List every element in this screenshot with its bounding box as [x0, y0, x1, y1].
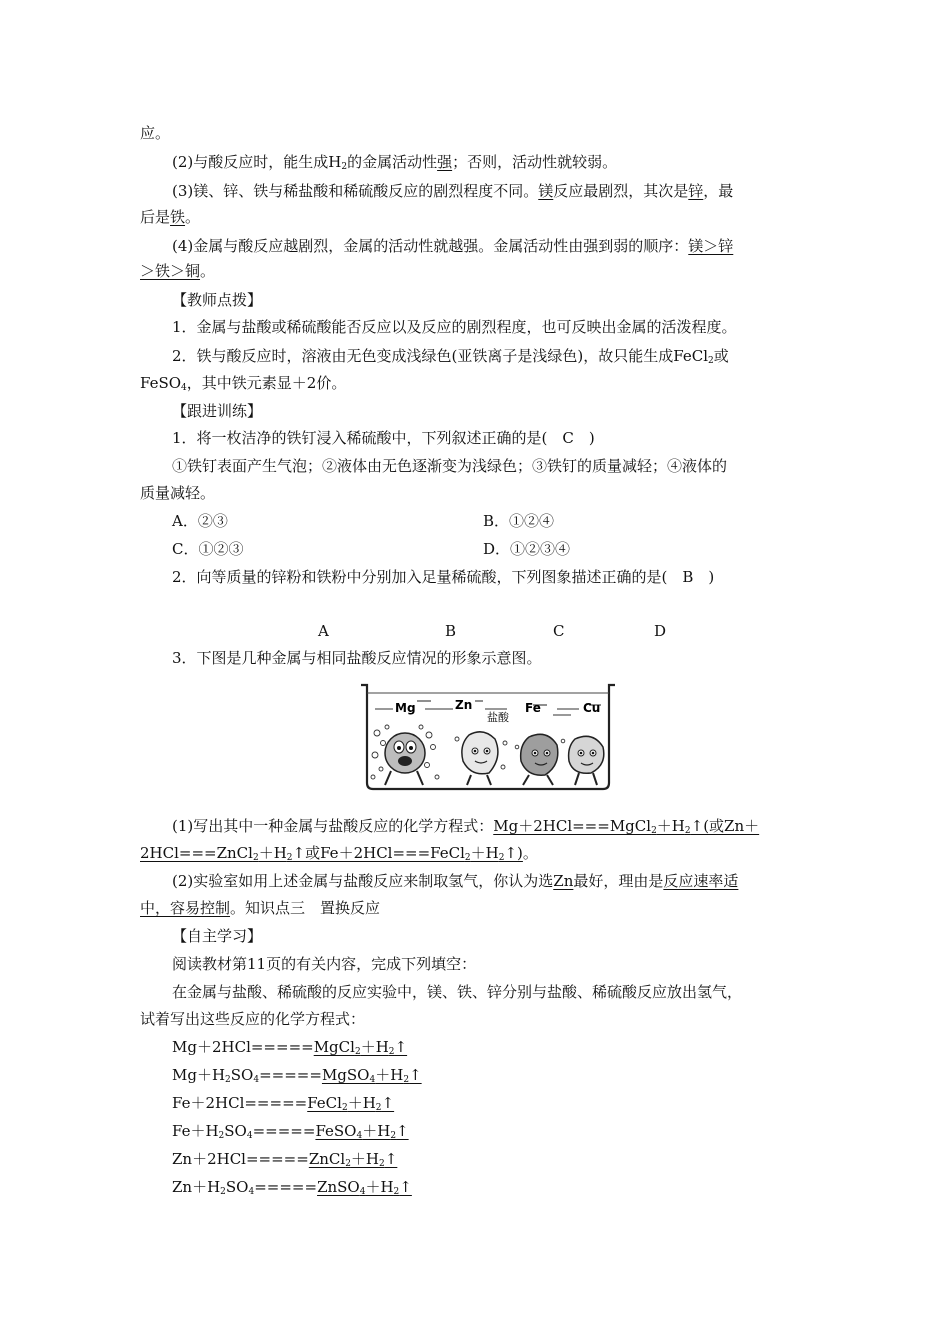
- text-line: (4)金属与酸反应越剧烈，金属的活动性就越强。金属活动性由强到弱的顺序：镁＞锌: [172, 237, 734, 255]
- text-line: 质量减轻。: [140, 484, 216, 502]
- text-line: FeSO$_4$，其中铁元素显＋2价。: [140, 374, 347, 393]
- answer-blank: 铁: [170, 208, 186, 226]
- text-line: (1)写出其中一种金属与盐酸反应的化学方程式：$Mg+2HCl===MgCl_2+H_2↑$(或Zn＋: [172, 817, 760, 836]
- answer-blank: $Mg+2HCl===MgCl_2+H_2↑$(或Zn＋: [493, 817, 760, 836]
- cu-character: [569, 736, 604, 785]
- answer-blank: 反应速率适: [663, 872, 739, 890]
- answer-blank: 镁: [538, 182, 554, 200]
- answer-blank: $2HCl===ZnCl_2+H_2↑$或$Fe+2HCl===FeCl_2+H_2↑$): [140, 844, 523, 863]
- graph-label-c: C: [553, 622, 565, 640]
- fe-character: [515, 734, 565, 785]
- graph-label-b: B: [445, 622, 457, 640]
- text-line: (3)镁、锌、铁与稀盐酸和稀硫酸反应的剧烈程度不同。镁反应最剧烈，其次是锌，最: [172, 182, 734, 200]
- answer-blank: 强: [437, 153, 453, 171]
- text-line: 1．金属与盐酸或稀硫酸能否反应以及反应的剧烈程度，也可反映出金属的活泼程度。: [172, 318, 737, 336]
- question-2: 2．向等质量的锌粉和铁粉中分别加入足量稀硫酸，下列图象描述正确的是( B ): [172, 568, 715, 586]
- mg-character: [371, 725, 439, 785]
- question-3: 3．下图是几种金属与相同盐酸反应情况的形象示意图。: [172, 649, 542, 667]
- equation-row: $Zn+H_2SO_4=====ZnSO_4+H_2↑$: [172, 1178, 412, 1197]
- option-c: C．①②③: [172, 540, 244, 558]
- equation-row: $Zn+2HCl=====ZnCl_2+H_2↑$: [172, 1150, 398, 1169]
- label-zn: Zn: [455, 698, 473, 712]
- question-1: 1．将一枚洁净的铁钉浸入稀硫酸中，下列叙述正确的是( C ): [172, 429, 595, 447]
- answer-blank: 镁＞锌: [688, 237, 734, 255]
- text-line: (2)实验室如用上述金属与盐酸反应来制取氢气，你认为选Zn最好，理由是反应速率适: [172, 872, 739, 890]
- text-line: 阅读教材第11页的有关内容，完成下列填空：: [172, 955, 477, 973]
- equation-row: $Fe+2HCl=====FeCl_2+H_2↑$: [172, 1094, 395, 1113]
- beaker-illustration: [357, 681, 619, 791]
- text-line: ＞铁＞铜。: [140, 262, 216, 280]
- graph-label-d: D: [654, 622, 667, 640]
- label-cu: Cu: [583, 701, 601, 715]
- label-mg: Mg: [395, 701, 416, 715]
- section-heading: 【跟进训练】: [172, 402, 263, 420]
- graph-label-a: A: [318, 622, 329, 640]
- label-hcl: 盐酸: [487, 711, 509, 724]
- section-heading: 【自主学习】: [172, 927, 263, 945]
- text-line: 后是铁。: [140, 208, 201, 226]
- answer-blank: 中，容易控制: [140, 899, 231, 917]
- label-fe: Fe: [525, 701, 541, 715]
- text-line: (2)与酸反应时，能生成$H_2$的金属活动性强；否则，活动性就较弱。: [172, 153, 618, 172]
- text-line: 2．铁与酸反应时，溶液由无色变成浅绿色(亚铁离子是浅绿色)，故只能生成FeCl$_2$或: [172, 347, 729, 366]
- text-line: 应。: [140, 124, 171, 142]
- answer-blank: ＞铁＞铜: [140, 262, 201, 280]
- option-d: D．①②③④: [483, 540, 571, 558]
- text-line: 中，容易控制。知识点三 置换反应: [140, 899, 381, 917]
- section-heading: 【教师点拨】: [172, 291, 263, 309]
- text-line: $2HCl===ZnCl_2+H_2↑$或$Fe+2HCl===FeCl_2+H_2↑$)。: [140, 844, 538, 863]
- equation-row: $Mg+2HCl=====MgCl_2+H_2↑$: [172, 1038, 408, 1057]
- zn-character: [455, 732, 507, 785]
- equation-row: $Mg+H_2SO_4=====MgSO_4+H_2↑$: [172, 1066, 422, 1085]
- text-line: 试着写出这些反应的化学方程式：: [140, 1010, 366, 1028]
- text-line: ①铁钉表面产生气泡；②液体由无色逐渐变为浅绿色；③铁钉的质量减轻；④液体的: [172, 457, 728, 475]
- equation-row: $Fe+H_2SO_4=====FeSO_4+H_2↑$: [172, 1122, 409, 1141]
- answer-blank: Zn: [553, 872, 574, 890]
- option-b: B．①②④: [483, 512, 555, 530]
- text-line: 在金属与盐酸、稀硫酸的反应实验中，镁、铁、锌分别与盐酸、稀硫酸反应放出氢气，: [172, 983, 743, 1001]
- option-a: A．②③: [172, 512, 228, 530]
- answer-blank: 锌: [688, 182, 704, 200]
